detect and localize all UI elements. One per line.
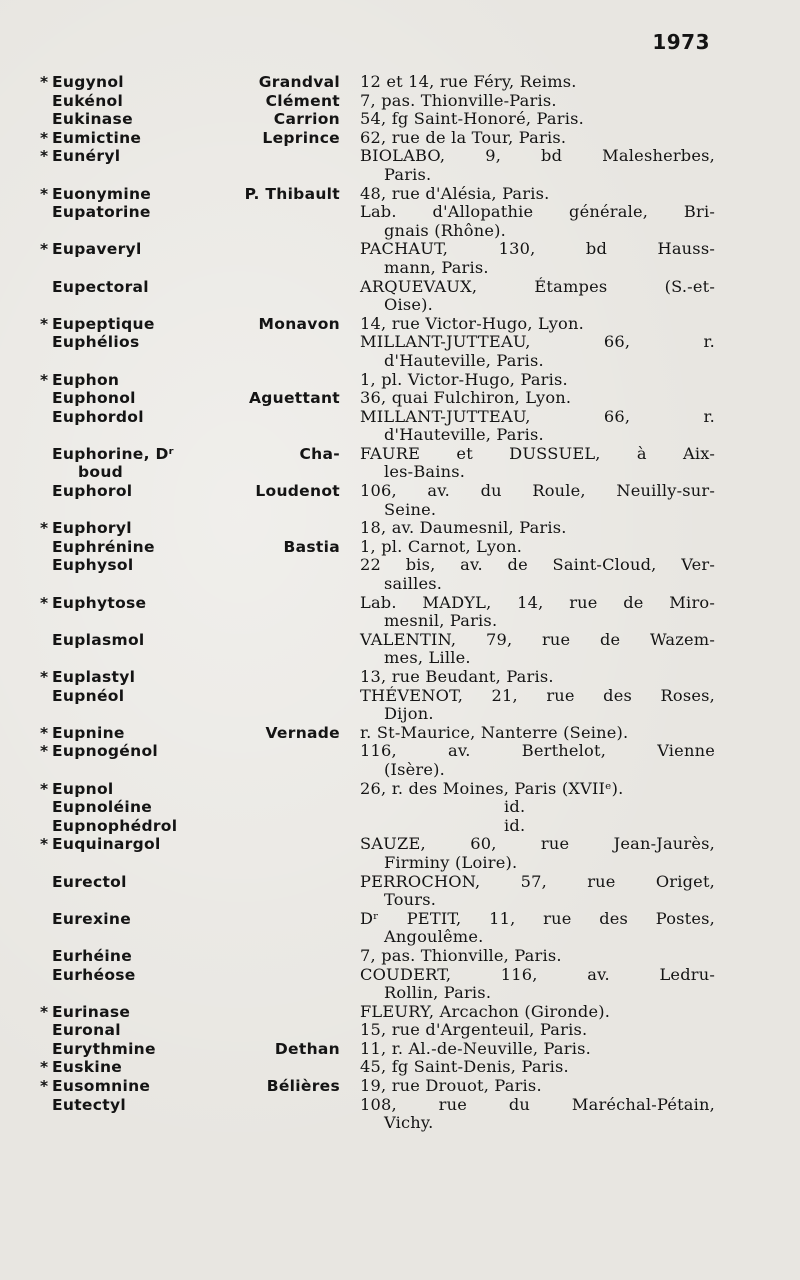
directory-entry: [40, 873, 720, 910]
address: [340, 278, 720, 315]
product-name-text: Euphorol: [52, 482, 133, 501]
address-line: id.: [504, 815, 526, 835]
manufacturer-name-text: Monavon: [258, 314, 340, 333]
address: [340, 742, 720, 779]
directory-entry: [40, 315, 720, 334]
address-line: 19, rue Drouot, Paris.: [360, 1076, 542, 1096]
product-name: [40, 147, 340, 184]
product-name-text: Euphélios: [52, 333, 140, 352]
product-name-text: Eupectoral: [52, 277, 149, 296]
directory-entry: [40, 668, 720, 687]
directory-entry: [40, 631, 720, 668]
product-name: [40, 835, 340, 872]
asterisk-marker: *: [40, 593, 49, 612]
product-name: [40, 1021, 340, 1040]
product-name: [40, 873, 340, 910]
address-line: 14, rue Victor-Hugo, Lyon.: [360, 313, 584, 333]
address: [340, 1021, 720, 1040]
product-name: [40, 724, 340, 743]
address: [340, 556, 720, 593]
address-line: SAUZE, 60, rue Jean-Jaurès,: [360, 834, 715, 854]
address: [340, 873, 720, 910]
address: [340, 185, 720, 204]
product-name-text: Eurinase: [52, 1002, 131, 1021]
manufacturer-name-text: Vernade: [265, 723, 340, 742]
address-line: 11, r. Al.-de-Neuville, Paris.: [360, 1038, 591, 1058]
product-name: [40, 482, 340, 519]
product-name: [40, 129, 340, 148]
product-name-text: Eumictine: [52, 128, 142, 147]
address-line: mesnil, Paris.: [384, 611, 498, 631]
manufacturer-name-text: Clément: [265, 91, 340, 110]
directory-entry: [40, 92, 720, 111]
directory-entry: [40, 278, 720, 315]
product-name: [40, 73, 340, 92]
address: [340, 92, 720, 111]
address: [340, 1003, 720, 1022]
manufacturer-name-text: Grandval: [258, 73, 340, 91]
address: [340, 371, 720, 390]
address: [340, 1077, 720, 1096]
address-line: 45, fg Saint-Denis, Paris.: [360, 1057, 569, 1077]
address-line: FLEURY, Arcachon (Gironde).: [360, 1001, 611, 1021]
product-name-text: Eurythmine: [52, 1039, 156, 1058]
directory-entry: [40, 780, 720, 799]
product-name: [40, 110, 340, 129]
product-name-text: Euonymine: [52, 184, 152, 203]
address: [340, 966, 720, 1003]
product-name: [40, 556, 340, 593]
directory-entry: [40, 1040, 720, 1059]
product-name-text: Eukénol: [52, 91, 124, 110]
manufacturer-name-text: P. Thibault: [244, 184, 340, 203]
product-name: [40, 92, 340, 111]
manufacturer-name-text: Bélières: [266, 1077, 340, 1096]
directory-entry: [40, 1096, 720, 1133]
directory-entry: [40, 687, 720, 724]
address-line: mes, Lille.: [384, 648, 471, 668]
address-line: Lab. MADYL, 14, rue de Miro-: [360, 592, 715, 612]
address-line: Oise).: [384, 295, 433, 315]
address: [340, 631, 720, 668]
directory-entry: [40, 947, 720, 966]
address-line: id.: [504, 797, 526, 817]
address-line: 1, pl. Victor-Hugo, Paris.: [360, 369, 568, 389]
address-line: 12 et 14, rue Féry, Reims.: [360, 72, 577, 91]
directory-entry: [40, 1003, 720, 1022]
address: [340, 482, 720, 519]
address: [340, 240, 720, 277]
address-line: THÉVENOT, 21, rue des Roses,: [360, 685, 715, 705]
product-name-text: Eukinase: [52, 110, 133, 129]
directory-entry: [40, 389, 720, 408]
address-line: Angoulême.: [384, 927, 484, 947]
address-line: Vichy.: [384, 1113, 434, 1133]
product-name: [40, 408, 340, 445]
directory-entry: [40, 798, 720, 817]
address-line: 62, rue de la Tour, Paris.: [360, 127, 567, 147]
asterisk-marker: *: [40, 370, 49, 389]
asterisk-marker: *: [40, 1002, 49, 1021]
directory-entry: [40, 129, 720, 148]
directory-entry: [40, 240, 720, 277]
address: [340, 519, 720, 538]
address-line: Rollin, Paris.: [384, 983, 492, 1003]
address-line: Lab. d'Allopathie générale, Bri-: [360, 202, 715, 222]
directory-entry: [40, 203, 720, 240]
product-name: [40, 631, 340, 668]
product-name-text: Eugynol: [52, 73, 124, 91]
product-name: [40, 185, 340, 204]
address-line: 13, rue Beudant, Paris.: [360, 667, 554, 686]
product-name-text: Eunéryl: [52, 147, 121, 166]
product-name-text: Eupatorine: [52, 203, 151, 222]
address-line: les-Bains.: [384, 462, 466, 482]
product-name-text: Eusomnine: [52, 1077, 151, 1096]
product-name-text: Eurhéose: [52, 965, 136, 984]
product-name: [40, 1040, 340, 1059]
asterisk-marker: *: [40, 1077, 49, 1096]
address-line: 108, rue du Maréchal-Pétain,: [360, 1094, 715, 1114]
product-name: [40, 1003, 340, 1022]
product-name: [40, 594, 340, 631]
address: [340, 408, 720, 445]
product-name-text: Euskine: [52, 1058, 123, 1077]
directory-entry: [40, 73, 720, 92]
directory-entry: [40, 110, 720, 129]
address-line: (Isère).: [384, 759, 445, 779]
address: [340, 110, 720, 129]
product-name: [40, 240, 340, 277]
directory-entry: [40, 185, 720, 204]
directory-entry: [40, 371, 720, 390]
manufacturer-name-text: Cha-: [299, 444, 340, 463]
address-line: MILLANT-JUTTEAU, 66, r.: [360, 406, 715, 426]
address-line: VALENTIN, 79, rue de Wazem-: [360, 629, 715, 649]
address-line: Paris.: [384, 164, 432, 184]
address: [340, 538, 720, 557]
address-line: 22 bis, av. de Saint-Cloud, Ver-: [360, 555, 715, 575]
address: [340, 594, 720, 631]
directory-entry: [40, 835, 720, 872]
address: [340, 445, 720, 482]
directory-entry: [40, 333, 720, 370]
product-name-text: Eupnine: [52, 723, 125, 742]
address: [340, 724, 720, 743]
address: [340, 780, 720, 799]
directory-entry: [40, 147, 720, 184]
directory-entry: [40, 1058, 720, 1077]
product-name: [40, 1058, 340, 1077]
address-line: 15, rue d'Argenteuil, Paris.: [360, 1020, 588, 1040]
product-name: [40, 668, 340, 687]
address: [340, 1040, 720, 1059]
product-name-text: Euphordol: [52, 407, 144, 426]
directory-entry: [40, 742, 720, 779]
address-line: PERROCHON, 57, rue Origet,: [360, 871, 715, 891]
address: [340, 817, 720, 836]
asterisk-marker: *: [40, 147, 49, 166]
manufacturer-name-text: Loudenot: [255, 482, 340, 501]
address: [340, 73, 720, 92]
product-name-text: Euphonol: [52, 389, 136, 408]
product-name: [40, 445, 340, 482]
asterisk-marker: *: [40, 519, 49, 538]
product-name: [40, 780, 340, 799]
manufacturer-name-continuation: boud: [78, 463, 124, 482]
asterisk-marker: *: [40, 240, 49, 259]
asterisk-marker: *: [40, 668, 49, 686]
address: [340, 333, 720, 370]
directory-entry: [40, 556, 720, 593]
address: [340, 668, 720, 687]
product-name: [40, 538, 340, 557]
address-line: Dʳ PETIT, 11, rue des Postes,: [360, 908, 715, 928]
address-line: Firminy (Loire).: [384, 852, 518, 872]
address-line: 116, av. Berthelot, Vienne: [360, 741, 715, 761]
asterisk-marker: *: [40, 184, 49, 203]
address: [340, 203, 720, 240]
address-line: Tours.: [384, 890, 437, 910]
directory-entry: [40, 724, 720, 743]
manufacturer-name-text: Bastia: [283, 537, 340, 556]
address-line: Dijon.: [384, 704, 434, 724]
address-line: 36, quai Fulchiron, Lyon.: [360, 388, 572, 408]
address-line: FAURE et DUSSUEL, à Aix-: [360, 443, 715, 463]
product-name-text: Euquinargol: [52, 835, 161, 854]
product-name: [40, 315, 340, 334]
address-line: 7, pas. Thionville, Paris.: [360, 945, 562, 965]
address: [340, 129, 720, 148]
address: [340, 798, 720, 817]
directory-entry: [40, 408, 720, 445]
address-line: 18, av. Daumesnil, Paris.: [360, 518, 567, 538]
product-name: [40, 817, 340, 836]
product-name-text: Euphytose: [52, 593, 147, 612]
product-name-text: Eurhéine: [52, 946, 133, 965]
product-name-text: Eurexine: [52, 909, 132, 928]
directory-entry: [40, 538, 720, 557]
product-name-text: Euphon: [52, 370, 120, 389]
product-name: [40, 1096, 340, 1133]
product-name: [40, 966, 340, 1003]
address-line: d'Hauteville, Paris.: [384, 350, 544, 370]
product-name: [40, 278, 340, 315]
address: [340, 947, 720, 966]
address-line: sailles.: [384, 574, 443, 594]
asterisk-marker: *: [40, 742, 49, 761]
directory-entry: [40, 910, 720, 947]
product-name-text: Eupnoléine: [52, 798, 153, 817]
address-line: MILLANT-JUTTEAU, 66, r.: [360, 332, 715, 352]
address: [340, 1058, 720, 1077]
address-line: 7, pas. Thionville-Paris.: [360, 90, 557, 110]
product-name: [40, 1077, 340, 1096]
product-name: [40, 947, 340, 966]
directory-entry: [40, 445, 720, 482]
product-name-text: Euphoryl: [52, 519, 132, 538]
address-line: mann, Paris.: [384, 257, 489, 277]
asterisk-marker: *: [40, 779, 49, 798]
manufacturer-name-text: Aguettant: [248, 389, 340, 408]
address-line: ARQUEVAUX, Étampes (S.-et-: [360, 276, 715, 296]
product-name-text: Eupnophédrol: [52, 816, 178, 835]
address-line: Seine.: [384, 499, 437, 519]
product-name-text: Eupnéol: [52, 686, 125, 705]
address-line: r. St-Maurice, Nanterre (Seine).: [360, 722, 629, 742]
asterisk-marker: *: [40, 73, 49, 91]
product-name: [40, 203, 340, 240]
directory-list: [40, 73, 720, 1133]
address-line: COUDERT, 116, av. Ledru-: [360, 964, 715, 984]
directory-entry: [40, 1077, 720, 1096]
product-name: [40, 371, 340, 390]
asterisk-marker: *: [40, 723, 49, 742]
product-name-text: Euphorine, Dʳ: [52, 444, 174, 463]
directory-entry: [40, 594, 720, 631]
address: [340, 1096, 720, 1133]
directory-entry: [40, 1021, 720, 1040]
address-line: 1, pl. Carnot, Lyon.: [360, 536, 523, 556]
address-line: PACHAUT, 130, bd Hauss-: [360, 239, 715, 259]
product-name-text: Eupnogénol: [52, 742, 159, 761]
product-name: [40, 910, 340, 947]
address: [340, 147, 720, 184]
address: [340, 910, 720, 947]
manufacturer-name-text: Carrion: [273, 110, 340, 129]
asterisk-marker: *: [40, 314, 49, 333]
product-name-text: Eurectol: [52, 872, 127, 891]
page-number: 1973: [652, 30, 710, 54]
product-name: [40, 742, 340, 779]
address-line: 106, av. du Roule, Neuilly-sur-: [360, 481, 715, 501]
product-name-text: Eutectyl: [52, 1095, 126, 1114]
product-name-text: Euplastyl: [52, 668, 136, 686]
product-name-text: Eupeptique: [52, 314, 155, 333]
directory-entry: [40, 817, 720, 836]
product-name: [40, 687, 340, 724]
product-name-text: Eupaveryl: [52, 240, 142, 259]
asterisk-marker: *: [40, 128, 49, 147]
address-line: 26, r. des Moines, Paris (XVIIᵉ).: [360, 778, 624, 798]
address: [340, 687, 720, 724]
address-line: BIOLABO, 9, bd Malesherbes,: [360, 146, 715, 166]
directory-entry: [40, 966, 720, 1003]
product-name-text: Eupnol: [52, 779, 114, 798]
address-line: d'Hauteville, Paris.: [384, 425, 544, 445]
manufacturer-name-text: Dethan: [274, 1039, 340, 1058]
directory-entry: [40, 519, 720, 538]
address: [340, 389, 720, 408]
product-name: [40, 519, 340, 538]
product-name: [40, 333, 340, 370]
address-line: gnais (Rhône).: [384, 220, 507, 240]
address-line: 54, fg Saint-Honoré, Paris.: [360, 109, 584, 129]
address: [340, 315, 720, 334]
product-name-text: Euphysol: [52, 556, 134, 575]
product-name: [40, 389, 340, 408]
asterisk-marker: *: [40, 1058, 49, 1077]
asterisk-marker: *: [40, 835, 49, 854]
address: [340, 835, 720, 872]
address-line: 48, rue d'Alésia, Paris.: [360, 183, 550, 203]
product-name-text: Euplasmol: [52, 630, 145, 649]
manufacturer-name-text: Leprince: [262, 128, 340, 147]
product-name-text: Euphrénine: [52, 537, 155, 556]
product-name: [40, 798, 340, 817]
product-name-text: Euronal: [52, 1021, 121, 1040]
directory-entry: [40, 482, 720, 519]
